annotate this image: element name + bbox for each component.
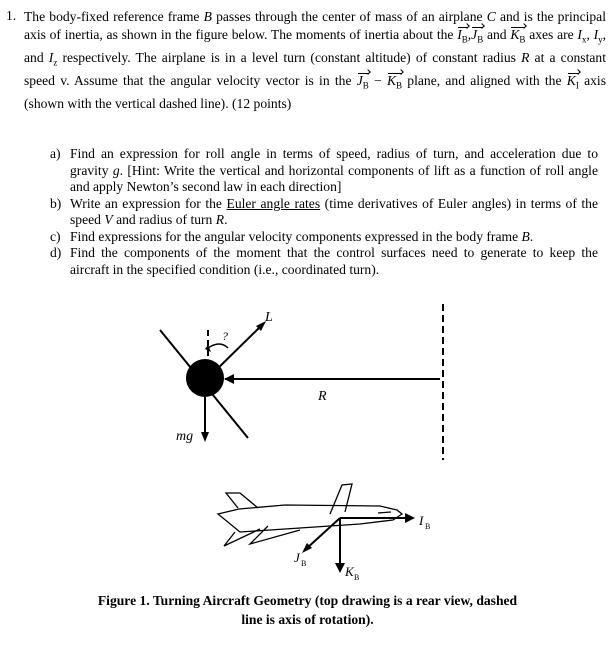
I-vector: $I_B$ <box>457 26 468 49</box>
part-text: (time derivatives of Euler angles) in terms of the speed <box>70 195 598 227</box>
statement-text: axis (shown with the vertical dashed line). (12 points) <box>24 72 606 112</box>
K-axis-label: K <box>345 564 354 579</box>
I-axis-subscript: B <box>425 522 431 531</box>
statement-text: The body-fixed reference frame <box>24 9 200 24</box>
part-label: d) <box>50 245 62 260</box>
part-a <box>50 146 598 196</box>
part-text: Find an expression for roll angle in terms of speed, radius of turn, and acceleration due to gravity <box>70 146 598 178</box>
part-b: b) Write an expression for the Euler angle rates (time derivatives of Euler angles) in terms of the speed V and radius of turn R. <box>50 195 598 227</box>
roll-angle-label: ? <box>222 329 228 343</box>
statement-text: passes through the center of mass of an airplane <box>216 9 483 24</box>
weight-label: mg <box>176 429 194 444</box>
gravity-symbol: g <box>112 162 120 178</box>
inertia-y: $I_y$ <box>593 26 603 45</box>
problem-statement: The body-fixed reference frame B passes through the center of mass of an airplane C and is the principal axis of inertia, as shown in the figure below. The moments of inertia about the $I_B,J_B$ and $K_B$ axes are $I_x$, $I_y$, and $I_z$ respectively. The airplane is in a level turn (constant altitude) of constant radius R at a constant speed v. Assume that the angular velocity vector is in the $J_B - K_B$ plane, and aligned with the $K_I$ axis (shown with the vertical dashed line). (12 points) <box>24 9 607 112</box>
J-axis-label: J <box>294 550 300 565</box>
I-axis-label: I <box>419 513 424 528</box>
problem-1 <box>6 8 606 113</box>
radius-arrowhead <box>224 374 234 384</box>
part-label: b) <box>50 195 62 211</box>
frame-symbol: B <box>203 9 212 24</box>
part-d <box>50 245 598 278</box>
I-axis-arrowhead <box>405 513 415 523</box>
statement-text: at a constant speed v. Assume that the angular velocity vector is in the <box>24 49 606 88</box>
caption-line-1: Figure 1. Turning Aircraft Geometry (top drawing is a rear view, dashed <box>97 593 518 608</box>
part-label: c) <box>50 228 61 244</box>
part-text: and radius of turn <box>116 212 213 227</box>
K-vector: $K_B$ <box>510 26 525 49</box>
frame-symbol: B <box>521 228 530 244</box>
J-vector: $J_B$ <box>357 72 369 95</box>
euler-rates-underlined: Euler angle rates <box>226 195 321 211</box>
part-c: c) Find expressions for the angular velocity components expressed in the body frame B. <box>50 228 534 244</box>
J-axis-vector <box>306 518 340 549</box>
aircraft-rear-view <box>186 359 224 397</box>
J-vector: $J_B$ <box>471 26 483 49</box>
K-axis-subscript: B <box>354 573 360 582</box>
K-vector: $K_B$ <box>387 72 402 95</box>
radius-label: R <box>318 389 327 404</box>
statement-text: and <box>486 26 507 42</box>
inertia-x: $I_x$ <box>577 26 587 45</box>
K-inertial-vector: $K_I$ <box>567 72 579 95</box>
roll-angle-arc <box>208 344 228 348</box>
statement-text: respectively. The airplane is in a level turn (constant altitude) of constant radius <box>62 49 516 65</box>
statement-text: axes are <box>529 26 574 42</box>
weight-arrowhead <box>201 432 209 442</box>
radius-symbol: R <box>215 212 225 227</box>
radius-symbol: R <box>521 49 530 65</box>
airplane-symbol: C <box>486 9 496 24</box>
speed-symbol: V <box>104 212 113 227</box>
figure-caption <box>40 592 575 629</box>
turning-aircraft-figure <box>0 300 615 590</box>
airplane-side-view <box>218 484 402 546</box>
part-text: Find the components of the moment that the control surfaces need to generate to keep the aircraft in the specified condition (i.e., coordinated turn). <box>70 245 598 277</box>
part-text: Write an expression for the <box>70 195 222 211</box>
statement-text: and is the principal axis of inertia, as shown in the figure below. The moments of inertia about the <box>24 9 606 42</box>
problem-number: 1. <box>6 8 17 23</box>
part-label: a) <box>50 146 61 161</box>
caption-line-2: line is axis of rotation). <box>241 611 374 627</box>
statement-text: plane, and aligned with the <box>407 72 562 88</box>
part-text: . [Hint: Write the vertical and horizontal components of lift as a function of roll angle and apply Newton’s second law in each direction] <box>70 162 598 194</box>
K-axis-arrowhead <box>335 563 345 573</box>
lift-label: L <box>265 310 273 325</box>
sub-questions <box>50 146 598 278</box>
part-text: Find expressions for the angular velocity components expressed in the body frame <box>70 228 519 244</box>
J-axis-subscript: B <box>301 559 307 568</box>
inertia-z: $I_z$ <box>48 49 58 68</box>
